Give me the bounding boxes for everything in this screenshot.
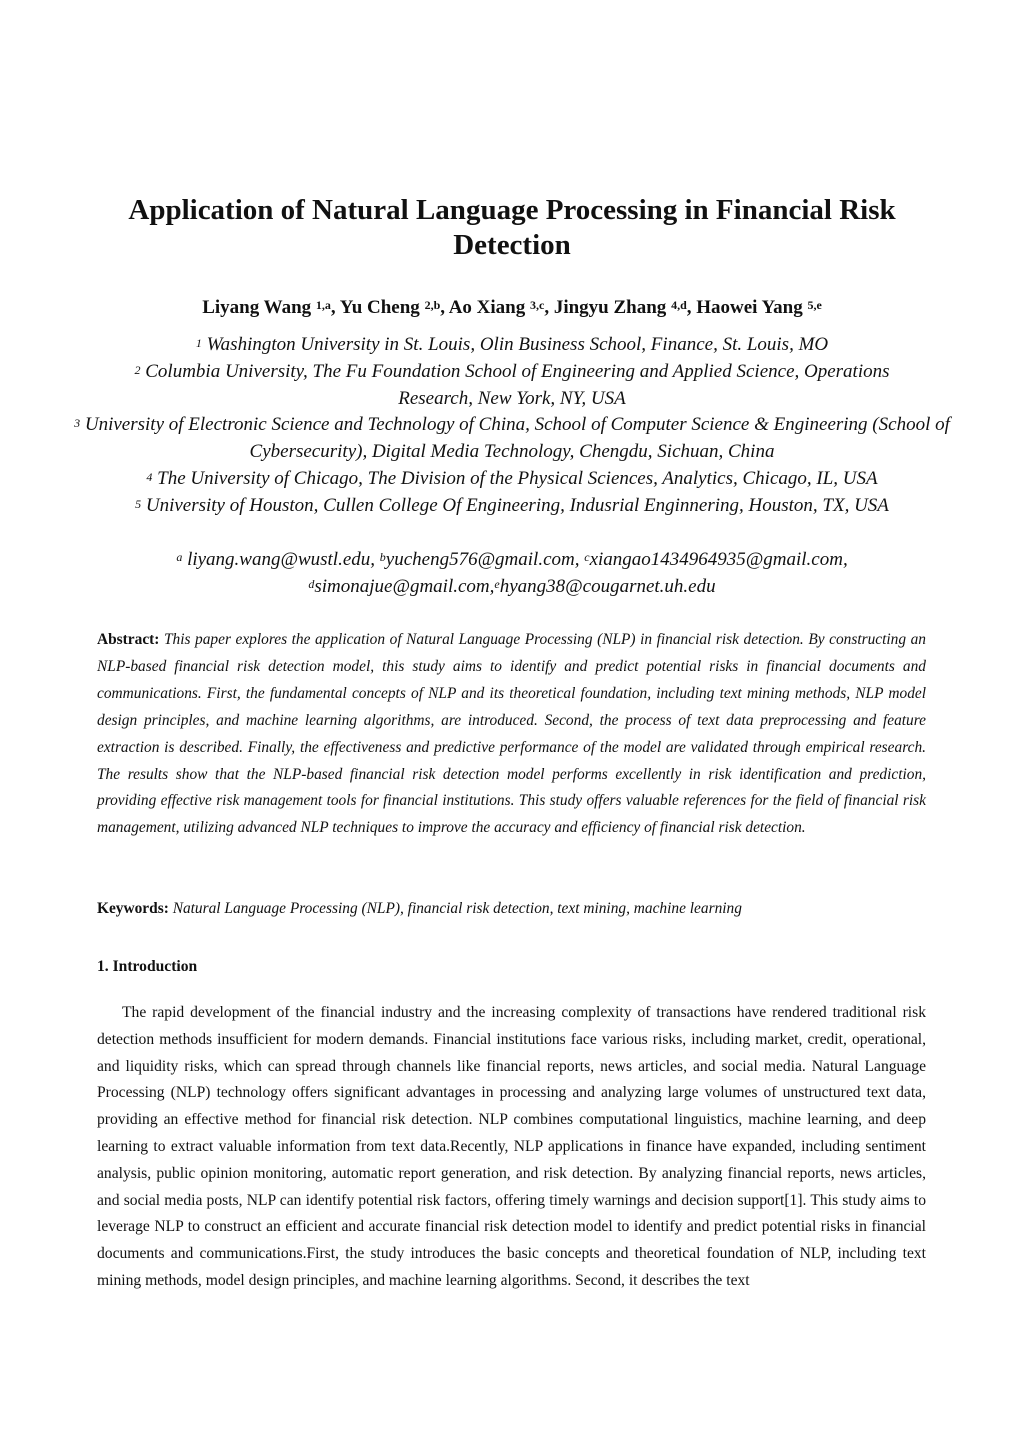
affiliation-text: University of Electronic Science and Technology of China, School of Computer Science & Engineering (School of Cybersecurity), Digital Media Technology, Chengdu, Sichuan, China <box>84 414 950 463</box>
author-name: Liyang Wang <box>202 297 312 318</box>
email-address[interactable]: hyang38@cougarnet.uh.edu <box>499 576 716 597</box>
keywords-label: Keywords: <box>97 900 169 917</box>
affiliation-text: Washington University in St. Louis, Olin Business School, Finance, St. Louis, MO <box>206 334 829 355</box>
keywords <box>97 896 926 922</box>
abstract <box>97 627 926 842</box>
affiliation-text: Columbia University, The Fu Foundation School of Engineering and Applied Science, Operations Research, New York, NY, USA <box>145 360 890 409</box>
affiliation-number: 3 <box>74 416 81 431</box>
email-mark: c <box>584 550 590 564</box>
author-name: Jingyu Zhang <box>553 297 667 318</box>
email-address[interactable]: simonajue@gmail.com <box>314 576 490 597</box>
email-mark: e <box>494 577 500 591</box>
email-separator: , <box>842 549 848 570</box>
affiliation-list <box>60 332 964 520</box>
section-heading: 1. Introduction <box>97 958 198 975</box>
email-address[interactable]: yucheng576@gmail.com <box>385 549 575 570</box>
email-mark: a <box>176 550 183 564</box>
author-name: Haowei Yang <box>696 297 803 318</box>
author-affiliation-mark: 3,c <box>530 298 545 312</box>
section-paragraph: The rapid development of the financial industry and the increasing complexity of transactions have rendered traditional risk detection methods insufficient for modern demands. Financial institutions face various risks, including market, credit, operational, and liquidity risks, which can spread through channels like financial reports, news articles, and social media. Natural Language Processing (NLP) technology offers significant advantages in processing and analyzing large volumes of unstructured text data, providing an effective method for financial risk detection. NLP combines computational linguistics, machine learning, and deep learning to extract valuable information from text data.Recently, NLP applications in finance have expanded, including sentiment analysis, public opinion monitoring, automatic report generation, and risk detection. By analyzing financial reports, news articles, and social media posts, NLP can identify potential risk factors, offering timely warnings and decision support[1]. This study aims to leverage NLP to construct an efficient and accurate financial risk detection model to identify and predict potential risks in financial documents and communications.First, the study introduces the basic concepts and theoretical foundation of NLP, including text mining methods, model design principles, and machine learning algorithms. Second, it describes the text <box>97 1004 926 1289</box>
author-affiliation-mark: 2,b <box>424 298 441 312</box>
affiliation-text: University of Houston, Cullen College Of Engineering, Indusrial Enginnering, Houston, TX, USA <box>145 494 889 516</box>
author-list: Liyang Wang $^{1,a}$, Yu Cheng $^{2,b}$, Ao Xiang $^{3,c}$, Jingyu Zhang $^{4,d}$, Haowei Yang $^{5,e}$ <box>202 297 822 318</box>
affiliation <box>60 466 964 493</box>
affiliation <box>60 412 964 466</box>
affiliation <box>60 359 964 413</box>
abstract-label: Abstract: <box>97 631 160 648</box>
affiliation-number: 4 <box>146 469 153 484</box>
author-name: Yu Cheng <box>339 297 420 318</box>
email-separator: , <box>574 549 585 570</box>
author-affiliation-mark: 1,a <box>315 298 331 312</box>
keywords-text: Natural Language Processing (NLP), financial risk detection, text mining, machine learning <box>172 900 742 917</box>
affiliation <box>60 332 964 359</box>
email-separator: , <box>370 549 380 570</box>
email-separator: , <box>489 576 495 597</box>
author-affiliation-mark: 5,e <box>807 298 822 312</box>
email-list <box>60 546 964 600</box>
email-address[interactable]: liyang.wang@wustl.edu <box>187 549 371 570</box>
paper-title: Application of Natural Language Processing in Financial Risk Detection <box>128 194 896 261</box>
affiliation-text: The University of Chicago, The Division of the Physical Sciences, Analytics, Chicago, IL, USA <box>157 467 878 489</box>
author-affiliation-mark: 4,d <box>671 298 687 312</box>
email-mark: d <box>308 577 315 591</box>
email-mark: b <box>379 550 386 564</box>
email-line <box>60 573 964 600</box>
email-line <box>60 546 964 573</box>
affiliation <box>60 493 964 520</box>
affiliation-number: 5 <box>135 496 142 511</box>
affiliation-number: 2 <box>134 362 141 377</box>
email-address[interactable]: xiangao1434964935@gmail.com <box>589 549 843 570</box>
author-name: Ao Xiang <box>448 297 526 318</box>
abstract-text: This paper explores the application of Natural Language Processing (NLP) in financial risk detection. By constructing an NLP-based financial risk detection model, this study aims to identify and predict potential risks in financial documents and communications. First, the fundamental concepts of NLP and its theoretical foundation, including text mining methods, NLP model design principles, and machine learning algorithms, are introduced. Second, the process of text data preprocessing and feature extraction is described. Finally, the effectiveness and predictive performance of the model are validated through empirical research. The results show that the NLP-based financial risk detection model performs excellently in risk identification and prediction, providing effective risk management tools for financial institutions. This study offers valuable references for the field of financial risk management, utilizing advanced NLP techniques to improve the accuracy and efficiency of financial risk detection. <box>97 631 926 837</box>
affiliation-number: 1 <box>195 336 202 350</box>
